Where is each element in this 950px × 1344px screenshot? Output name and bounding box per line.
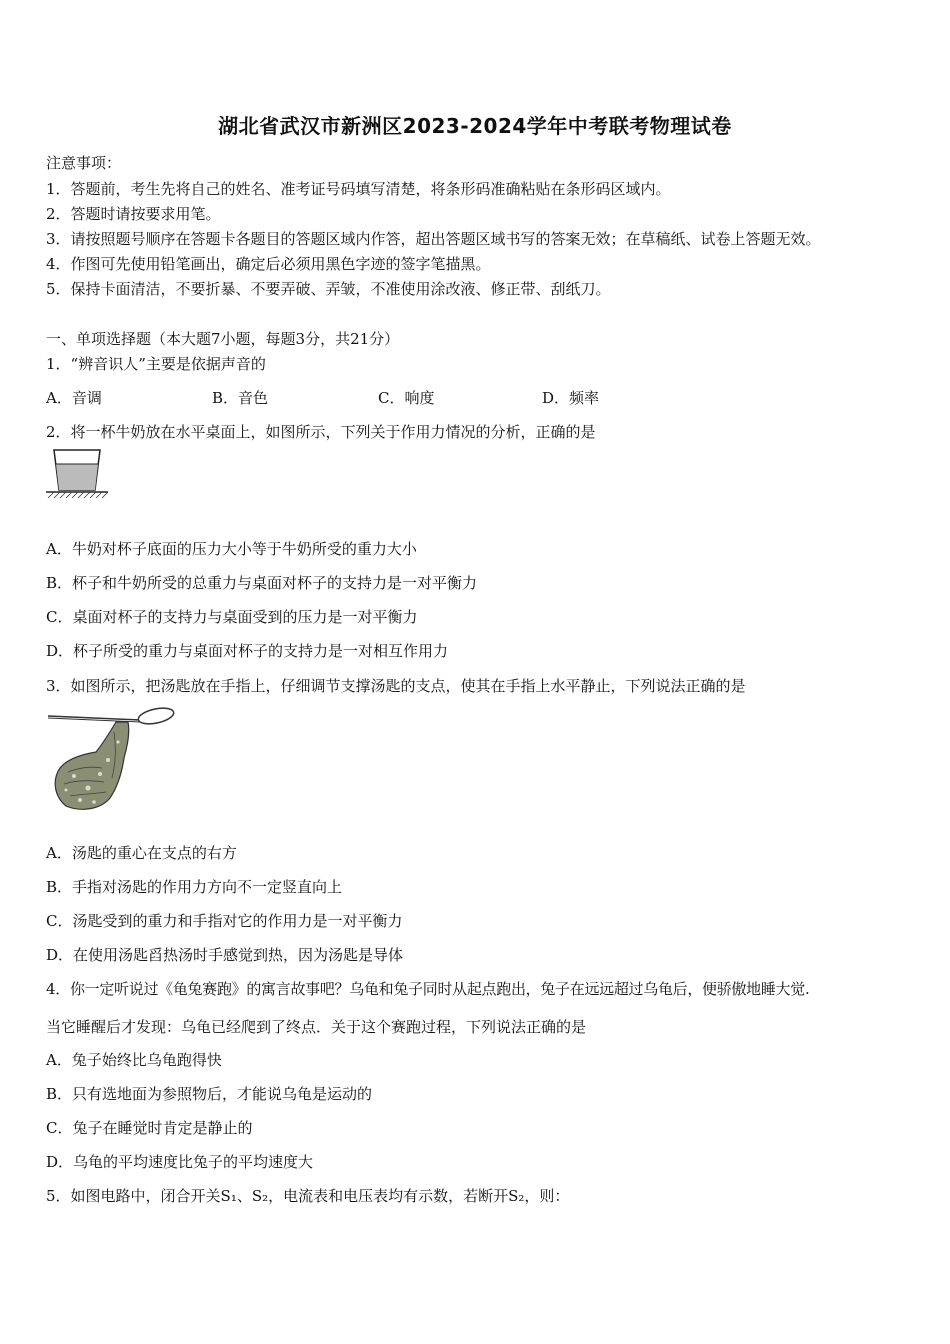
question-3-stem: 3．如图所示，把汤匙放在手指上，仔细调节支撑汤匙的支点，使其在手指上水平静止，下列说法正确的是: [46, 677, 746, 695]
question-5-stem: 5．如图电路中，闭合开关S₁、S₂，电流表和电压表均有示数，若断开S₂，则：: [46, 1187, 570, 1205]
notice-item: 3．请按照题号顺序在答题卡各题目的答题区域内作答，超出答题区域书写的答案无效；在草稿纸、试卷上答题无效。: [46, 230, 821, 248]
notice-item: 4．作图可先使用铅笔画出，确定后必须用黑色字迹的签字笔描黑。: [46, 255, 491, 273]
spoon-on-finger-figure: [44, 702, 178, 812]
question-2-option: C．桌面对杯子的支持力与桌面受到的压力是一对平衡力: [46, 608, 418, 626]
option-a: A．音调: [46, 389, 102, 407]
question-3-option: A．汤匙的重心在支点的右方: [46, 844, 237, 862]
question-4-option: D．乌龟的平均速度比兔子的平均速度大: [46, 1153, 314, 1171]
option-b: B．音色: [212, 389, 269, 407]
notice-item: 5．保持卡面清洁，不要折暴、不要弄破、弄皱，不准使用涂改液、修正带、刮纸刀。: [46, 280, 611, 298]
question-2-option: A．牛奶对杯子底面的压力大小等于牛奶所受的重力大小: [46, 540, 417, 558]
milk-cup-figure: [46, 448, 108, 500]
question-3-option: D．在使用汤匙舀热汤时手感觉到热，因为汤匙是导体: [46, 946, 404, 964]
question-1-options: [46, 387, 746, 407]
notice-heading: 注意事项：: [46, 154, 122, 172]
option-d: D．频率: [542, 389, 600, 407]
question-3-option: B．手指对汤匙的作用力方向不一定竖直向上: [46, 878, 343, 896]
notice-item: 1．答题前，考生先将自己的姓名、准考证号码填写清楚，将条形码准确粘贴在条形码区域内。: [46, 180, 671, 198]
question-4-option: B．只有选地面为参照物后，才能说乌龟是运动的: [46, 1085, 373, 1103]
question-2-option: B．杯子和牛奶所受的总重力与桌面对杯子的支持力是一对平衡力: [46, 574, 478, 592]
question-4-option: C．兔子在睡觉时肯定是静止的: [46, 1119, 253, 1137]
question-3-option: C．汤匙受到的重力和手指对它的作用力是一对平衡力: [46, 912, 403, 930]
question-1-stem: 1．“辨音识人”主要是依据声音的: [46, 355, 266, 373]
question-4-stem-continued: 当它睡醒后才发现：乌龟已经爬到了终点．关于这个赛跑过程，下列说法正确的是: [46, 1018, 587, 1036]
notice-item: 2．答题时请按要求用笔。: [46, 205, 221, 223]
question-4-stem: 4．你一定听说过《龟兔赛跑》的寓言故事吧？乌龟和兔子同时从起点跑出，兔子在远远超过乌龟后，便骄傲地睡大觉.: [46, 980, 810, 998]
question-2-option: D．杯子所受的重力与桌面对杯子的支持力是一对相互作用力: [46, 642, 449, 660]
question-4-option: A．兔子始终比乌龟跑得快: [46, 1051, 222, 1069]
section-heading: 一、单项选择题（本大题7小题，每题3分，共21分）: [46, 330, 400, 348]
option-c: C．响度: [378, 389, 435, 407]
page-title: 湖北省武汉市新洲区2023-2024学年中考联考物理试卷: [218, 114, 732, 138]
question-2-stem: 2．将一杯牛奶放在水平桌面上，如图所示，下列关于作用力情况的分析，正确的是: [46, 423, 596, 441]
